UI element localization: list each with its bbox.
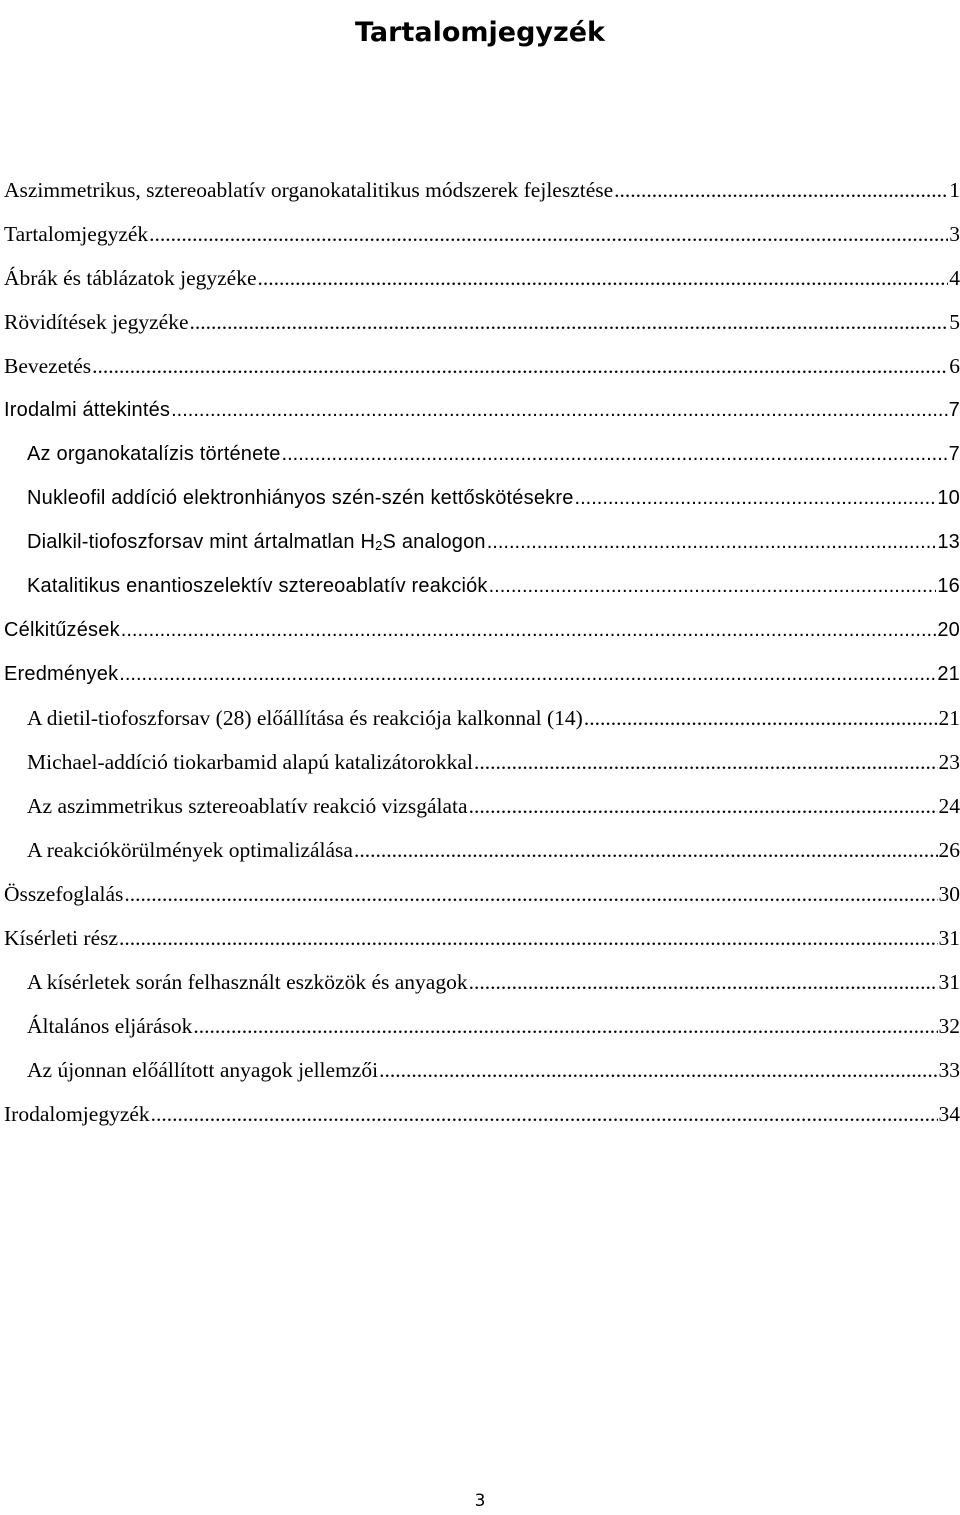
toc-entry[interactable] [4, 432, 960, 476]
toc-entry-label-part: S analogon [382, 531, 486, 553]
toc-entry-page: 33 [938, 1058, 960, 1082]
dot-leader [171, 388, 948, 432]
toc-entry-page: 1 [949, 178, 960, 202]
toc-entry-label: Irodalomjegyzék [4, 1102, 150, 1126]
dot-leader [124, 872, 937, 916]
toc-entry-label: Bevezetés [4, 354, 92, 378]
dot-leader [469, 960, 938, 1004]
toc-entry-label: Aszimmetrikus, sztereoablatív organokatalitikus módszerek fejlesztése [4, 178, 614, 202]
subscript: 2 [375, 537, 383, 553]
toc-entry[interactable] [4, 520, 960, 564]
dot-leader [119, 916, 937, 960]
toc-entry-page: 32 [938, 1014, 960, 1038]
dot-leader [92, 344, 948, 388]
toc-entry[interactable] [4, 564, 960, 608]
table-of-contents [4, 168, 960, 1136]
dot-leader [584, 696, 938, 740]
toc-entry[interactable] [4, 740, 960, 784]
toc-entry-page: 10 [937, 487, 960, 509]
dot-leader [575, 476, 937, 520]
toc-entry-page: 7 [948, 443, 960, 465]
toc-entry-page: 31 [938, 926, 960, 950]
dot-leader [193, 1004, 937, 1048]
toc-entry-page: 3 [949, 222, 960, 246]
toc-entry-label: Tartalomjegyzék [4, 222, 149, 246]
toc-entry-label: Michael-addíció tiokarbamid alapú katalizátorokkal [27, 750, 473, 774]
toc-entry-page: 6 [949, 354, 960, 378]
page-title: Tartalomjegyzék [354, 17, 605, 49]
toc-entry[interactable] [4, 1092, 960, 1136]
toc-entry-label: Az aszimmetrikus sztereoablatív reakció vizsgálata [27, 794, 468, 818]
dot-leader [379, 1048, 937, 1092]
toc-entry-label: Ábrák és táblázatok jegyzéke [4, 266, 257, 290]
toc-entry[interactable] [4, 300, 960, 344]
dot-leader [489, 564, 937, 608]
toc-entry[interactable] [4, 960, 960, 1004]
toc-entry[interactable] [4, 1004, 960, 1048]
toc-entry-page: 21 [937, 663, 960, 685]
dot-leader [474, 740, 938, 784]
toc-entry-page: 5 [949, 310, 960, 334]
dot-leader [282, 432, 948, 476]
toc-entry-page: 7 [948, 399, 960, 421]
toc-entry[interactable] [4, 696, 960, 740]
toc-entry[interactable] [4, 1048, 960, 1092]
toc-entry[interactable] [4, 256, 960, 300]
toc-entry-page: 30 [938, 882, 960, 906]
toc-entry-page: 26 [938, 838, 960, 862]
toc-entry[interactable] [4, 212, 960, 256]
dot-leader [149, 212, 948, 256]
toc-entry[interactable] [4, 828, 960, 872]
toc-entry-label [27, 520, 486, 564]
dot-leader [614, 168, 948, 212]
toc-entry-page: 13 [937, 531, 960, 553]
toc-entry-label: Kísérleti rész [4, 926, 119, 950]
toc-entry[interactable] [4, 608, 960, 652]
toc-entry[interactable] [4, 872, 960, 916]
toc-entry[interactable] [4, 476, 960, 520]
dot-leader [258, 256, 949, 300]
toc-entry-label: Rövidítések jegyzéke [4, 310, 189, 334]
toc-entry-label: Eredmények [4, 663, 119, 685]
toc-entry-label: Összefoglalás [4, 882, 124, 906]
toc-entry-page: 4 [949, 266, 960, 290]
page-number: 3 [474, 1491, 486, 1511]
dot-leader [354, 828, 938, 872]
toc-entry[interactable] [4, 652, 960, 696]
toc-entry-label: A kísérletek során felhasznált eszközök és anyagok [27, 970, 468, 994]
dot-leader [151, 1092, 938, 1136]
toc-entry[interactable] [4, 388, 960, 432]
toc-entry-page: 20 [937, 619, 960, 641]
toc-entry-label: Az újonnan előállított anyagok jellemzői [27, 1058, 379, 1082]
dot-leader [487, 520, 937, 564]
toc-entry-label: Irodalmi áttekintés [4, 399, 171, 421]
dot-leader [121, 608, 937, 652]
toc-entry-page: 24 [938, 794, 960, 818]
toc-entry[interactable] [4, 916, 960, 960]
toc-entry-page: 31 [938, 970, 960, 994]
toc-entry-label: A reakciókörülmények optimalizálása [27, 838, 353, 862]
toc-entry-label: A dietil-tiofoszforsav (28) előállítása és reakciója kalkonnal (14) [27, 706, 583, 730]
dot-leader [189, 300, 948, 344]
toc-entry-page: 16 [937, 575, 960, 597]
toc-entry-label: Nukleofil addíció elektronhiányos szén-szén kettőskötésekre [27, 487, 574, 509]
dot-leader [119, 652, 936, 696]
toc-entry-page: 21 [938, 706, 960, 730]
toc-entry-label: Katalitikus enantioszelektív sztereoablatív reakciók [27, 575, 488, 597]
toc-entry-page: 34 [938, 1102, 960, 1126]
toc-entry[interactable] [4, 168, 960, 212]
toc-entry[interactable] [4, 784, 960, 828]
toc-entry-label: Általános eljárások [27, 1014, 193, 1038]
toc-entry-page: 23 [938, 750, 960, 774]
toc-entry-label: Az organokatalízis története [27, 443, 281, 465]
dot-leader [469, 784, 938, 828]
toc-entry[interactable] [4, 344, 960, 388]
toc-entry-label-part: Dialkil-tiofoszforsav mint ártalmatlan H [27, 531, 376, 553]
toc-entry-label: Célkitűzések [4, 619, 120, 641]
